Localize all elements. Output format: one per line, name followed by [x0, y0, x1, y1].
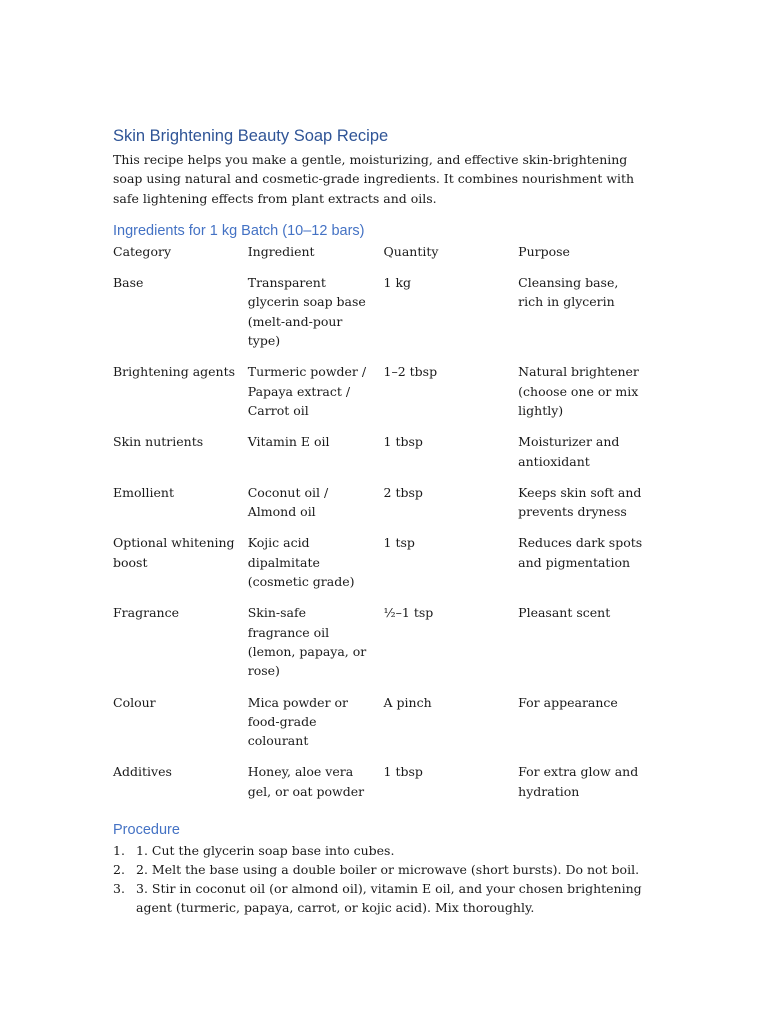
cell-purpose: Reduces dark spots and pigmentation	[518, 535, 643, 570]
cell-quantity: 1 tbsp	[383, 764, 423, 780]
cell-category: Additives	[113, 764, 172, 780]
step-number: 1.	[113, 843, 125, 859]
ingredients-table	[113, 242, 658, 813]
cell-quantity: 1 kg	[383, 275, 412, 291]
step-text: 3. Stir in coconut oil (or almond oil), vitamin E oil, and your chosen brightening agent (turmeric, papaya, carrot, or kojic acid). Mix thoroughly.	[136, 881, 642, 916]
cell-ingredient: Coconut oil / Almond oil	[247, 484, 329, 520]
table-row	[113, 693, 658, 763]
cell-purpose: Moisturizer and antioxidant	[518, 434, 620, 469]
cell-ingredient: Honey, aloe vera gel, or oat powder	[247, 764, 365, 799]
cell-ingredient: Mica powder or food-grade colourant	[247, 694, 349, 749]
table-row	[113, 273, 658, 362]
column-header-purpose: Purpose	[518, 243, 570, 259]
table-row	[113, 483, 658, 534]
cell-quantity: ½–1 tsp	[383, 605, 434, 621]
column-header-ingredient: Ingredient	[247, 243, 315, 259]
table-row	[113, 362, 658, 432]
cell-category: Emollient	[113, 484, 174, 500]
cell-category: Fragrance	[113, 605, 179, 621]
cell-purpose: Natural brightener (choose one or mix lightly)	[518, 364, 639, 418]
cell-ingredient: Skin-safe fragrance oil (lemon, papaya, or rose)	[247, 605, 367, 679]
cell-purpose: Cleansing base, rich in glycerin	[518, 275, 619, 310]
cell-quantity: 2 tbsp	[383, 484, 423, 500]
document-page	[113, 126, 658, 917]
step-number: 2.	[113, 862, 125, 878]
cell-ingredient: Kojic acid dipalmitate (cosmetic grade)	[247, 535, 355, 590]
step-text: 1. Cut the glycerin soap base into cubes.	[136, 843, 395, 859]
cell-quantity: A pinch	[383, 694, 432, 710]
cell-purpose: For appearance	[518, 694, 618, 710]
table-header-row	[113, 242, 658, 273]
column-header-quantity: Quantity	[383, 243, 439, 259]
procedure-heading: Procedure	[113, 822, 180, 839]
cell-category: Optional whitening boost	[113, 535, 235, 570]
cell-category: Colour	[113, 694, 156, 710]
procedure-list	[113, 841, 658, 917]
cell-category: Brightening agents	[113, 364, 236, 380]
cell-ingredient: Transparent glycerin soap base (melt-and-pour type)	[247, 275, 366, 349]
list-item	[113, 841, 658, 860]
cell-purpose: Pleasant scent	[518, 605, 611, 621]
cell-category: Base	[113, 275, 144, 291]
table-row	[113, 762, 658, 813]
cell-category: Skin nutrients	[113, 434, 204, 450]
document-title: Skin Brightening Beauty Soap Recipe	[113, 127, 389, 145]
step-text: 2. Melt the base using a double boiler or microwave (short bursts). Do not boil.	[136, 862, 640, 878]
cell-purpose: Keeps skin soft and prevents dryness	[518, 484, 642, 520]
cell-purpose: For extra glow and hydration	[518, 764, 639, 799]
cell-quantity: 1–2 tbsp	[383, 364, 438, 380]
step-number: 3.	[113, 881, 125, 897]
column-header-category: Category	[113, 243, 172, 259]
table-row	[113, 533, 658, 603]
intro-paragraph: This recipe helps you make a gentle, moisturizing, and effective skin-brightening soap using natural and cosmetic-grade ingredients. It combines nourishment with safe lightening effects from plant extracts and oils.	[113, 152, 635, 206]
ingredients-heading: Ingredients for 1 kg Batch (10–12 bars)	[113, 222, 365, 239]
cell-ingredient: Turmeric powder / Papaya extract / Carrot oil	[247, 364, 367, 418]
list-item	[113, 879, 658, 917]
table-row	[113, 432, 658, 483]
list-item	[113, 860, 658, 879]
cell-quantity: 1 tsp	[383, 535, 415, 551]
table-row	[113, 603, 658, 692]
cell-quantity: 1 tbsp	[383, 434, 423, 450]
cell-ingredient: Vitamin E oil	[247, 434, 330, 450]
